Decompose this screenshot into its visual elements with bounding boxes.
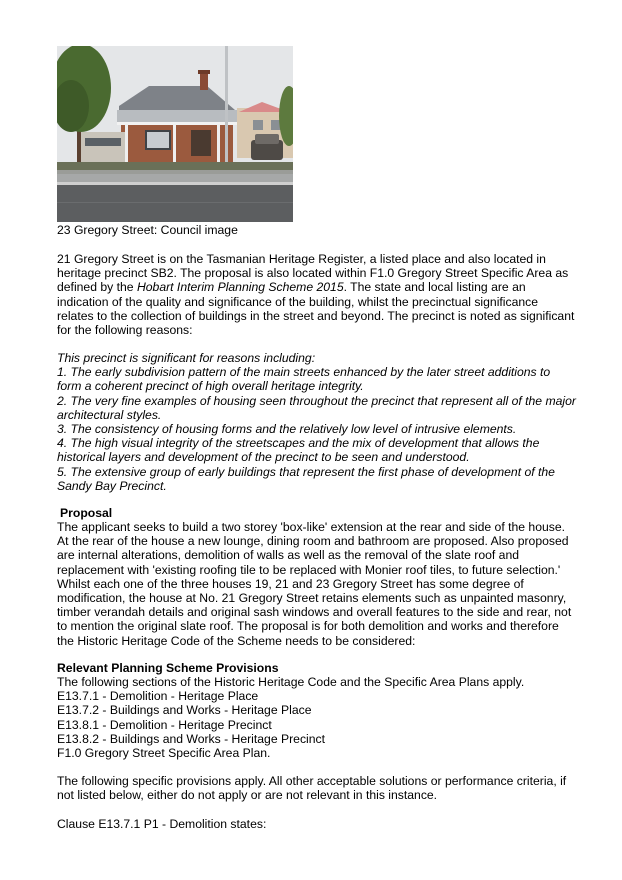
significance-lead: This precinct is significant for reasons including: xyxy=(57,351,316,365)
provision-item: F1.0 Gregory Street Specific Area Plan. xyxy=(57,746,271,761)
provisions-intro: The following sections of the Historic Heritage Code and the Specific Area Plans apply. xyxy=(57,675,525,689)
significance-list xyxy=(57,351,577,493)
provision-item: E13.8.2 - Buildings and Works - Heritage Precinct xyxy=(57,731,326,746)
significance-item: 1. The early subdivision pattern of the main streets enhanced by the later street additions to form a coherent precinct of high overall heritage integrity. xyxy=(57,365,551,394)
provisions-list xyxy=(57,675,577,760)
planning-scheme-name: Hobart Interim Planning Scheme 2015 xyxy=(136,280,344,295)
provisions-heading: Relevant Planning Scheme Provisions xyxy=(57,661,279,675)
intro-paragraph xyxy=(57,252,577,337)
provisions-note: The following specific provisions apply. All other acceptable solutions or performance criteria, if not listed below, either do not apply or are not relevant in this instance. xyxy=(57,774,567,803)
significance-item: 5. The extensive group of early buildings that represent the first phase of development of the Sandy Bay Precinct. xyxy=(57,464,555,493)
significance-item: 3. The consistency of housing forms and the relatively low level of intrusive elements. xyxy=(57,422,517,437)
provision-item: E13.7.2 - Buildings and Works - Heritage Place xyxy=(57,703,312,718)
house-photo xyxy=(57,46,293,222)
photo-caption: 23 Gregory Street: Council image xyxy=(57,223,238,237)
provision-item: E13.8.1 - Demolition - Heritage Precinct xyxy=(57,717,272,732)
intro-text-part-2: . The state and local listing are an indication of the quality and significance of the building, whilst the precinctual significance relates to the collection of buildings in the street and beyond. The precinct is noted as significant for the following reasons: xyxy=(57,280,575,338)
intro-text-part-1: 21 Gregory Street is on the Tasmanian Heritage Register, a listed place and also located in heritage precinct SB2. The proposal is also located within F1.0 Gregory Street Specific Area as defined by the xyxy=(57,252,569,295)
proposal-paragraph: The applicant seeks to build a two storey 'box-like' extension at the rear and side of the house. At the rear of the house a new lounge, dining room and bathroom are proposed. Also proposed are internal alterations, demolition of walls as well as the removal of the slate roof and replacement with 'existing roofing tile to be replaced with Monier roof tiles, to future selection.' Whilst each one of the three houses 19, 21 and 23 Gregory Street has some degree of modification, the house at No. 21 Gregory Street retains elements such as unpainted masonry, timber verandah details and original sash windows and overall features to the side and rear, not to mention the original slate roof. The proposal is for both demolition and works and therefore the Historic Heritage Code of the Scheme needs to be considered: xyxy=(57,520,572,648)
significance-item: 4. The high visual integrity of the streetscapes and the mix of development that allows the historical layers and development of the precinct to be seen and understood. xyxy=(57,436,540,465)
proposal-heading: Proposal xyxy=(60,506,113,520)
clause-statement: Clause E13.7.1 P1 - Demolition states: xyxy=(57,817,267,831)
provision-item: E13.7.1 - Demolition - Heritage Place xyxy=(57,689,259,704)
significance-item: 2. The very fine examples of housing seen throughout the precinct that represent all of the major architectural styles. xyxy=(57,393,576,422)
